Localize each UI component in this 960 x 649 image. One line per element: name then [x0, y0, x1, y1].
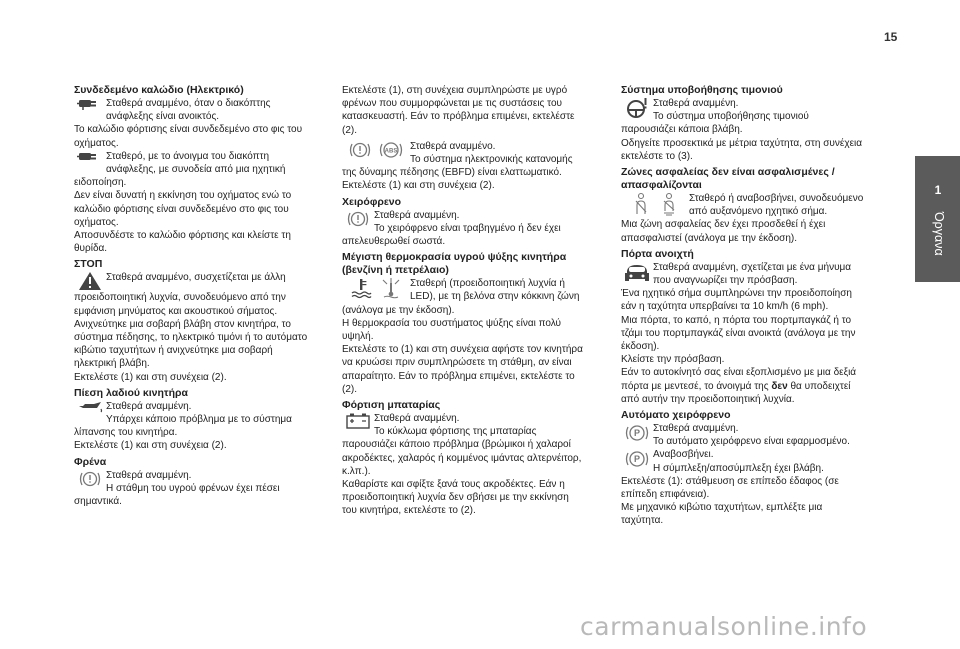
charging-cable-icon: [74, 97, 106, 123]
charging-cable-icon: [74, 150, 106, 176]
column-right: Σύστημα υποβοήθησης τιμονιού Σταθερά αναμμένη. Το σύστημα υποβοήθησης τιμονιού παρουσιάζει κάποια βλάβη. Οδηγείτε προσεκτικά με μέτρια ταχύτητα, στη συνέχεια εκτελέστε το (3). Ζώνες ασφαλείας δεν είναι ασφαλισμένες / απασφαλίζονται Σταθερό ή αναβοσβήνει, συνοδευόμενο από αυξανόμενο ηχητικό σήμα. Μια ζώνη ασφαλείας δεν έχει προσδεθεί ή έχει απασφαλιστεί (ανάλογα με την έκδοση). Πόρτα ανοιχτή Σταθερά αναμμένη, σχετίζεται με ένα μήνυμα που αναγνωρίζει την πρόσβαση. Ένα ηχητικό σήμα συμπληρώνει την προειδοποίηση εάν η ταχύτητα υπερβαίνει τα 10 km/h (6 mph). Μια πόρτα, το καπό, η πόρτα του πορτμπαγκάζ ή το τζάμι του πορτμπαγκάζ είναι ανοικτά (ανάλογα με την έκδοση). Κλείστε την πρόσβαση. Εάν το αυτοκίνητό σας είναι εξοπλισμένο με μια δεξιά πόρτα με μεντεσέ, το άνοιγμά της δεν θα υποδειχτεί από αυτήν την προειδοποιητική λυχνία. Αυτόματο χειρόφρενο P Σταθερά αναμμένη. Το αυτόματο χειρόφρενο είναι εφαρμοσμένο. P Αναβοσβήνει. Η σύμπλεξη/αποσύμπλεξη έχει βλάβη. Εκτελέστε (1): στάθμευση σε επίπεδο έδαφος (σε επίπεδη επιφάνεια). Με μηχανικό κιβώτιο ταχυτήτων, εμπλέξτε μια ταχύτητα.: [621, 84, 864, 527]
auto-parking-brake-fault-icon: [621, 448, 653, 474]
section-title: Πόρτα ανοιχτή: [621, 247, 694, 260]
section-title: Φόρτιση μπαταρίας: [342, 399, 441, 412]
power-steering-icon: [621, 97, 653, 123]
section-title: Σύστημα υποβοήθησης τιμονιού: [621, 84, 783, 96]
chapter-label: Όργανα: [932, 212, 946, 256]
section-title: Μέγιστη θερμοκρασία υγρού ψύξης κινητήρα (βενζίνη ή πετρέλαιο): [342, 251, 567, 277]
watermark: carmanualsonline.info: [580, 612, 868, 641]
section-title: Συνδεδεμένο καλώδιο (Ηλεκτρικό): [74, 84, 244, 96]
oil-pressure-icon: [74, 400, 106, 426]
brake-abs-icon: [342, 140, 410, 166]
section-title: Ζώνες ασφαλείας δεν είναι ασφαλισμένες / απασφαλίζονται: [621, 166, 835, 192]
page-number: 15: [884, 30, 898, 44]
door-open-icon: [621, 261, 653, 287]
section-title: Πίεση λαδιού κινητήρα: [74, 386, 188, 399]
svg-text:ABS: ABS: [384, 148, 398, 155]
coolant-temperature-icon: [342, 277, 410, 303]
svg-text:P: P: [633, 428, 641, 439]
section-title: Χειρόφρενο: [342, 195, 402, 208]
section-title: Αυτόματο χειρόφρενο: [621, 409, 731, 422]
chapter-number: 1: [934, 183, 942, 197]
battery-icon: [342, 412, 374, 438]
brake-warning-icon: [74, 469, 106, 495]
seatbelt-icon: [621, 192, 689, 218]
parking-brake-icon: [342, 209, 374, 235]
auto-parking-brake-icon: [621, 422, 653, 448]
section-title: Φρένα: [74, 455, 107, 468]
column-middle: Εκτελέστε (1), στη συνέχεια συμπληρώστε με υγρό φρένων που συμμορφώνεται με τις συστάσεις του κατασκευαστή. Εάν το πρόβλημα επιμένει, εκτελέστε (2). ABS Σταθερά αναμμένο. Το σύστημα ηλεκτρονικής κατανομής της δύναμης πέδησης (EBFD) είναι ελαττωματικό. Εκτελέστε (1) και στη συνέχεια (2). Χειρόφρενο Σταθερά αναμμένη. Το χειρόφρενο είναι τραβηγμένο ή δεν έχει απελευθερωθεί σωστά. Μέγιστη θερμοκρασία υγρού ψύξης κινητήρα (βενζίνη ή πετρέλαιο) Σταθερή (προειδοποιητική λυχνία ή LED), με τη βελόνα στην κόκκινη ζώνη (ανάλογα με την έκδοση). Η θερμοκρασία του συστήματος ψύξης είναι πολύ υψηλή. Εκτελέστε το (1) και στη συνέχεια αφήστε τον κινητήρα να κρυώσει πριν συμπληρώσετε τη στάθμη, αν είναι απαραίτητο. Εάν το πρόβλημα επιμένει, εκτελέστε το (2). Φόρτιση μπαταρίας Σταθερά αναμμένη. Το κύκλωμα φόρτισης της μπαταρίας παρουσιάζει κάποιο πρόβλημα (βρώμικοι ή χαλαροί ακροδέκτες, χαλαρός ή κομμένος ιμάντας αλτερνέιτορ, κ.λπ.). Καθαρίστε και σφίξτε ξανά τους ακροδέκτες. Εάν η προειδοποιητική λυχνία δεν σβήσει με την εκκίνηση του κινητήρα, εκτελέστε το (2).: [342, 85, 583, 517]
stop-warning-icon: [74, 271, 106, 291]
column-left: Συνδεδεμένο καλώδιο (Ηλεκτρικό) Σταθερά αναμμένο, όταν ο διακόπτης ανάφλεξης είναι ανοικτός. Το καλώδιο φόρτισης είναι συνδεδεμένο στο φις του οχήματος. Σταθερό, με το άνοιγμα του διακόπτη ανάφλεξης, με συνοδεία από μια ηχητική ειδοποίηση. Δεν είναι δυνατή η εκκίνηση του οχήματος ενώ το καλώδιο φόρτισης είναι συνδεδεμένο στο φις του οχήματος. Αποσυνδέστε το καλώδιο φόρτισης και κλείστε τη θυρίδα. ΣΤΟΠ Σταθερά αναμμένο, συσχετίζεται με άλλη προειδοποιητική λυχνία, συνοδευόμενο από την εμφάνιση μηνύματος και ακουστικού σήματος. Ανιχνεύτηκε μια σοβαρή βλάβη στον κινητήρα, το σύστημα πέδησης, το ηλεκτρικό τιμόνι ή το αυτόματο κιβώτιο ταχυτήτων ή ανιχνεύτηκε μια σοβαρή ηλεκτρική βλάβη. Εκτελέστε (1) και στη συνέχεια (2). Πίεση λαδιού κινητήρα Σταθερά αναμμένη. Υπάρχει κάποιο πρόβλημα με το σύστημα λίπανσης του κινητήρα. Εκτελέστε (1) και στη συνέχεια (2). Φρένα Σταθερά αναμμένη. Η στάθμη του υγρού φρένων έχει πέσει σημαντικά.: [74, 84, 314, 508]
svg-text:P: P: [633, 454, 641, 465]
section-title: ΣΤΟΠ: [74, 258, 103, 271]
